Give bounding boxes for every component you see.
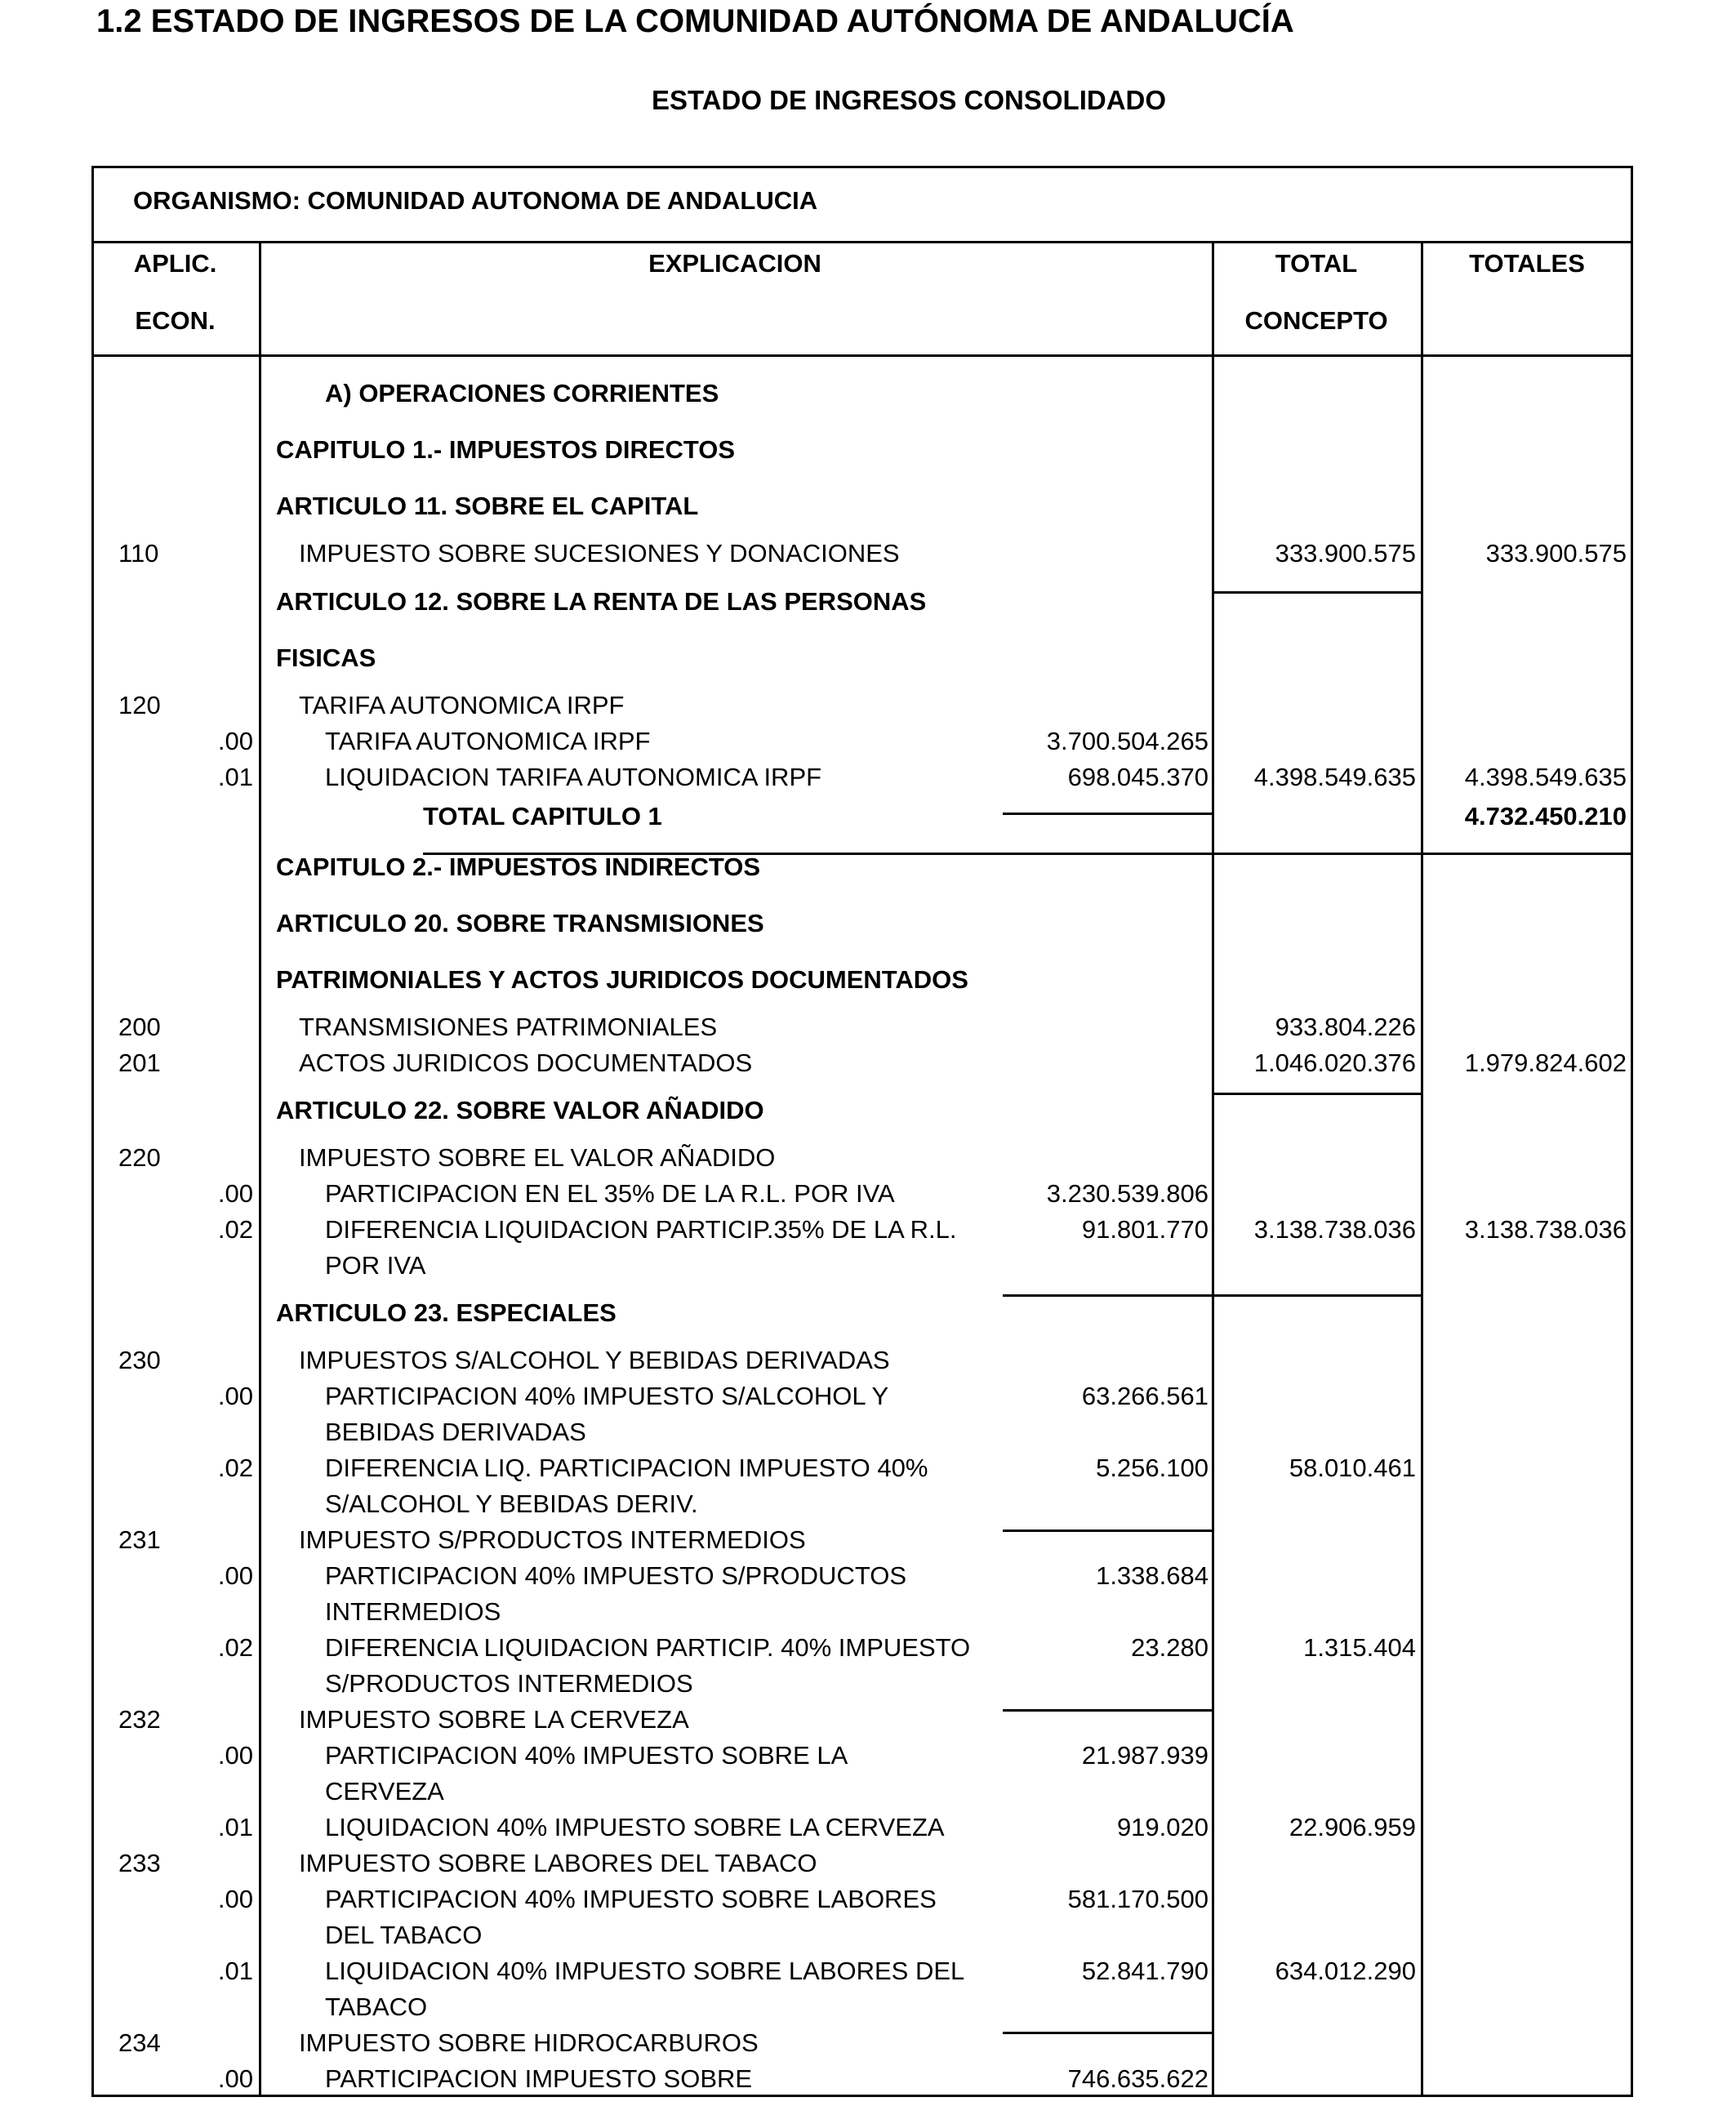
total-concepto-amount: 333.900.575 bbox=[1275, 539, 1416, 568]
concept-description: IMPUESTO SOBRE HIDROCARBUROS bbox=[299, 2028, 759, 2057]
section-heading: ARTICULO 23. ESPECIALES bbox=[276, 1298, 617, 1327]
concept-description: IMPUESTOS S/ALCOHOL Y BEBIDAS DERIVADAS bbox=[299, 1346, 890, 1374]
concept-description: TARIFA AUTONOMICA IRPF bbox=[299, 691, 625, 719]
header-aplic: APLIC. bbox=[133, 249, 217, 278]
subconcept-amount: 63.266.561 bbox=[1081, 1382, 1209, 1410]
econ-subcode: .00 bbox=[217, 2064, 253, 2093]
concept-description: IMPUESTO SOBRE EL VALOR AÑADIDO bbox=[299, 1143, 776, 1172]
header-econ: ECON. bbox=[135, 306, 216, 335]
header-divider bbox=[91, 354, 1633, 357]
concept-description: LIQUIDACION 40% IMPUESTO SOBRE LABORES DEL bbox=[325, 1957, 965, 1985]
totales-amount: 333.900.575 bbox=[1485, 539, 1627, 568]
concept-description: PARTICIPACION 40% IMPUESTO S/PRODUCTOS bbox=[325, 1561, 907, 1590]
subconcept-amount: 23.280 bbox=[1131, 1633, 1209, 1662]
header-explicacion: EXPLICACION bbox=[648, 249, 821, 278]
subconcept-amount: 581.170.500 bbox=[1067, 1885, 1209, 1913]
concept-description: IMPUESTO SOBRE LA CERVEZA bbox=[299, 1705, 689, 1734]
concept-description: LIQUIDACION TARIFA AUTONOMICA IRPF bbox=[325, 763, 822, 791]
concept-description: DIFERENCIA LIQUIDACION PARTICIP.35% DE LA R.L. bbox=[325, 1215, 957, 1244]
section-heading: CAPITULO 2.- IMPUESTOS INDIRECTOS bbox=[276, 853, 761, 881]
aplic-code: 231 bbox=[118, 1525, 161, 1554]
econ-subcode: .00 bbox=[217, 1382, 253, 1410]
concept-description: S/PRODUCTOS INTERMEDIOS bbox=[325, 1669, 693, 1698]
econ-subcode: .02 bbox=[217, 1215, 253, 1244]
subtotal-rule bbox=[1003, 1529, 1212, 1532]
subconcept-amount: 698.045.370 bbox=[1067, 763, 1209, 791]
econ-subcode: .00 bbox=[217, 1179, 253, 1208]
aplic-code: 200 bbox=[118, 1013, 161, 1041]
concept-description: INTERMEDIOS bbox=[325, 1597, 501, 1626]
subtotal-rule bbox=[1003, 813, 1212, 815]
total-concepto-amount: 1.046.020.376 bbox=[1253, 1049, 1416, 1077]
subconcept-amount: 91.801.770 bbox=[1081, 1215, 1209, 1244]
concept-description: IMPUESTO SOBRE SUCESIONES Y DONACIONES bbox=[299, 539, 900, 568]
subtotal-rule bbox=[1003, 2032, 1212, 2034]
concept-description: PARTICIPACION 40% IMPUESTO SOBRE LA bbox=[325, 1741, 848, 1770]
subconcept-amount: 1.338.684 bbox=[1096, 1561, 1209, 1590]
subtotal-rule bbox=[1003, 1709, 1212, 1712]
concept-description: PARTICIPACION 40% IMPUESTO SOBRE LABORES bbox=[325, 1885, 937, 1913]
econ-subcode: .01 bbox=[217, 1957, 253, 1985]
econ-subcode: .01 bbox=[217, 763, 253, 791]
total-concepto-amount: 22.906.959 bbox=[1289, 1813, 1416, 1841]
concept-description: IMPUESTO SOBRE LABORES DEL TABACO bbox=[299, 1849, 817, 1877]
totales-amount: 4.398.549.635 bbox=[1464, 763, 1627, 791]
concept-description: TABACO bbox=[325, 1993, 428, 2021]
subconcept-amount: 3.700.504.265 bbox=[1046, 727, 1209, 755]
concept-description: BEBIDAS DERIVADAS bbox=[325, 1418, 586, 1446]
concept-description: LIQUIDACION 40% IMPUESTO SOBRE LA CERVEZA bbox=[325, 1813, 945, 1841]
aplic-code: 230 bbox=[118, 1346, 161, 1374]
section-heading: ARTICULO 12. SOBRE LA RENTA DE LAS PERSONAS bbox=[276, 587, 927, 616]
header-total: TOTAL bbox=[1275, 249, 1358, 278]
subtotal-rule bbox=[1212, 1093, 1423, 1095]
column-divider-total bbox=[1421, 242, 1423, 2097]
total-concepto-amount: 4.398.549.635 bbox=[1253, 763, 1416, 791]
totales-amount: 4.732.450.210 bbox=[1464, 802, 1627, 830]
org-divider bbox=[91, 241, 1633, 243]
aplic-code: 232 bbox=[118, 1705, 161, 1734]
document-subtitle: ESTADO DE INGRESOS CONSOLIDADO bbox=[651, 85, 1167, 115]
subconcept-amount: 21.987.939 bbox=[1081, 1741, 1209, 1770]
subconcept-amount: 919.020 bbox=[1116, 1813, 1209, 1841]
section-heading: PATRIMONIALES Y ACTOS JURIDICOS DOCUMENTADOS bbox=[276, 965, 968, 994]
concept-description: PARTICIPACION EN EL 35% DE LA R.L. POR IVA bbox=[325, 1179, 895, 1208]
organismo-label: ORGANISMO: COMUNIDAD AUTONOMA DE ANDALUCIA bbox=[133, 186, 818, 215]
total-concepto-amount: 3.138.738.036 bbox=[1253, 1215, 1416, 1244]
econ-subcode: .00 bbox=[217, 1885, 253, 1913]
section-heading: ARTICULO 11. SOBRE EL CAPITAL bbox=[276, 492, 699, 520]
concept-description: DIFERENCIA LIQ. PARTICIPACION IMPUESTO 40% bbox=[325, 1454, 928, 1482]
totales-amount: 3.138.738.036 bbox=[1464, 1215, 1627, 1244]
concept-description: CERVEZA bbox=[325, 1777, 444, 1806]
aplic-code: 220 bbox=[118, 1143, 161, 1172]
concept-description: PARTICIPACION IMPUESTO SOBRE bbox=[325, 2064, 753, 2093]
concept-description: DEL TABACO bbox=[325, 1921, 483, 1949]
concept-description: ACTOS JURIDICOS DOCUMENTADOS bbox=[299, 1049, 753, 1077]
aplic-code: 110 bbox=[118, 539, 159, 568]
section-heading: CAPITULO 1.- IMPUESTOS DIRECTOS bbox=[276, 435, 736, 464]
concept-description: POR IVA bbox=[325, 1251, 426, 1280]
aplic-code: 120 bbox=[118, 691, 161, 719]
section-heading: FISICAS bbox=[276, 643, 376, 672]
column-divider-explicacion bbox=[1212, 242, 1214, 2097]
total-concepto-amount: 933.804.226 bbox=[1275, 1013, 1416, 1041]
concept-description: TARIFA AUTONOMICA IRPF bbox=[325, 727, 651, 755]
total-concepto-amount: 1.315.404 bbox=[1303, 1633, 1416, 1662]
econ-subcode: .02 bbox=[217, 1633, 253, 1662]
concept-description: DIFERENCIA LIQUIDACION PARTICIP. 40% IMPUESTO bbox=[325, 1633, 971, 1662]
subconcept-amount: 52.841.790 bbox=[1081, 1957, 1209, 1985]
subtotal-rule bbox=[1003, 1294, 1421, 1297]
section-heading: A) OPERACIONES CORRIENTES bbox=[325, 379, 719, 407]
subconcept-amount: 3.230.539.806 bbox=[1046, 1179, 1209, 1208]
section-heading: ARTICULO 22. SOBRE VALOR AÑADIDO bbox=[276, 1096, 764, 1124]
subtotal-rule bbox=[1212, 591, 1423, 594]
aplic-code: 233 bbox=[118, 1849, 161, 1877]
concept-description: IMPUESTO S/PRODUCTOS INTERMEDIOS bbox=[299, 1525, 806, 1554]
econ-subcode: .02 bbox=[217, 1454, 253, 1482]
section-heading: TOTAL CAPITULO 1 bbox=[423, 802, 662, 830]
concept-description: TRANSMISIONES PATRIMONIALES bbox=[299, 1013, 718, 1041]
totales-amount: 1.979.824.602 bbox=[1464, 1049, 1627, 1077]
subconcept-amount: 5.256.100 bbox=[1096, 1454, 1209, 1482]
concept-description: PARTICIPACION 40% IMPUESTO S/ALCOHOL Y bbox=[325, 1382, 889, 1410]
econ-subcode: .00 bbox=[217, 1741, 253, 1770]
total-concepto-amount: 58.010.461 bbox=[1289, 1454, 1416, 1482]
total-concepto-amount: 634.012.290 bbox=[1275, 1957, 1416, 1985]
econ-subcode: .00 bbox=[217, 1561, 253, 1590]
page-title: 1.2 ESTADO DE INGRESOS DE LA COMUNIDAD AUTÓNOMA DE ANDALUCÍA bbox=[96, 3, 1294, 39]
aplic-code: 201 bbox=[118, 1049, 161, 1077]
subconcept-amount: 746.635.622 bbox=[1067, 2064, 1209, 2093]
aplic-code: 234 bbox=[118, 2028, 161, 2057]
econ-subcode: .00 bbox=[217, 727, 253, 755]
header-concepto: CONCEPTO bbox=[1244, 306, 1388, 335]
section-heading: ARTICULO 20. SOBRE TRANSMISIONES bbox=[276, 909, 764, 937]
concept-description: S/ALCOHOL Y BEBIDAS DERIV. bbox=[325, 1489, 698, 1518]
header-totales: TOTALES bbox=[1469, 249, 1585, 278]
econ-subcode: .01 bbox=[217, 1813, 253, 1841]
column-divider-aplic bbox=[259, 242, 261, 2097]
